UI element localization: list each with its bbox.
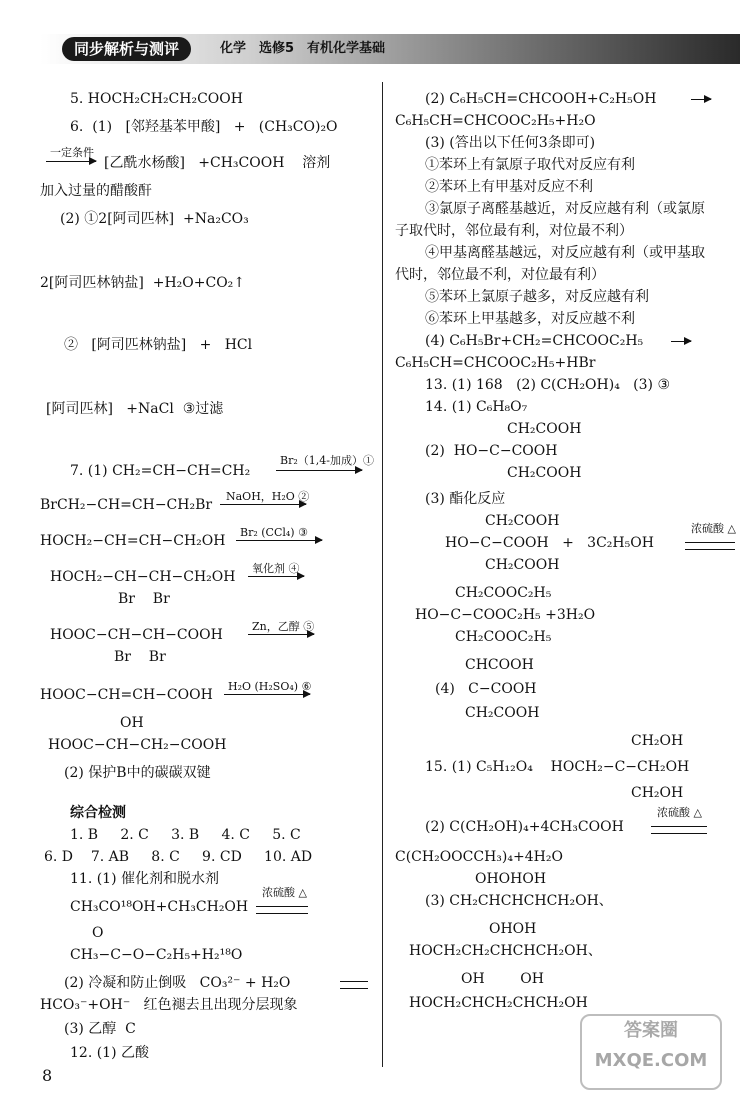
equilibrium-sign [651, 826, 707, 834]
cond-7-4: 氧化剂 ④ [252, 562, 300, 575]
reaction-arrow [224, 694, 310, 695]
ans-12-1: 12. (1) 乙酸 [70, 1045, 149, 1061]
reaction-arrow [236, 540, 322, 541]
cond-7-5: Zn，乙醇 ⑤ [252, 620, 315, 633]
ans-14-4-bottom: CH₂COOH [465, 705, 540, 721]
ans-15-2: (2) C(CH₂OH)₄+4CH₃COOH [425, 819, 624, 835]
ans-14-2-top: CH₂COOH [507, 421, 582, 437]
ans-12-3: (3) (答出以下任何3条即可) [425, 135, 596, 151]
cond-7-6: H₂O (H₂SO₄) ⑥ [228, 680, 312, 693]
ans-7-7: HOOC−CH−CH₂−COOH [48, 737, 227, 753]
ans-11-2: (2) 冷凝和防止倒吸 CO₃²⁻ + H₂O [64, 975, 291, 991]
ans-7-3: HOCH₂−CH=CH−CH₂OH [40, 533, 226, 549]
reaction-arrow [671, 341, 691, 342]
ans-15-3b-oh: OHOH [489, 921, 537, 937]
mc-row-1: 1. B 2. C 3. B 4. C 5. C [70, 827, 301, 843]
cond-11: 浓硫酸 △ [262, 886, 307, 899]
ans-7-4-sub: Br Br [118, 591, 170, 607]
point-6: ⑥苯环上甲基越多，对反应越不利 [425, 311, 635, 327]
section-title: 综合检测 [70, 805, 126, 821]
point-4: ④甲基离醛基越远，对反应越有利（或甲基取 [425, 245, 705, 261]
ans-15-3a: (3) CH₂CHCHCHCH₂OH、 [425, 893, 613, 909]
cond-7-1: Br₂（1,4-加成）① [280, 454, 374, 467]
ans-12-2b: C₆H₅CH=CHCOOC₂H₅+H₂O [395, 113, 596, 129]
ans-14-1: 14. (1) C₆H₈O₇ [425, 399, 528, 415]
reaction-arrow [46, 161, 96, 162]
ans-15-1: 15. (1) C₅H₁₂O₄ HOCH₂−C−CH₂OH [425, 759, 690, 775]
equilibrium-sign [685, 542, 735, 550]
page-number: 8 [42, 1066, 53, 1085]
ans-6-2c: ② [阿司匹林钠盐] + HCl [64, 337, 253, 353]
ans-12-4: (4) C₆H₅Br+CH₂=CHCOOC₂H₅ [425, 333, 644, 349]
ans-11-o: O [92, 925, 104, 941]
book-title: 同步解析与测评 [62, 37, 191, 61]
cond-7-2: NaOH，H₂O ② [226, 490, 310, 503]
watermark-logo: 答案圈 MXQE.COM [580, 1014, 722, 1090]
mc-row-2: 6. D 7. AB 8. C 9. CD 10. AD [44, 849, 313, 865]
ans-14-3-p-bottom: CH₂COOC₂H₅ [455, 629, 552, 645]
ans-15-3c: HOCH₂CHCH₂CHCH₂OH [409, 995, 588, 1011]
point-1: ①苯环上有氯原子取代对反应有利 [425, 157, 635, 173]
ans-7-4: HOCH₂−CH−CH−CH₂OH [50, 569, 236, 585]
equilibrium-sign [340, 981, 368, 989]
ans-14-2-bottom: CH₂COOH [507, 465, 582, 481]
ans-14-3-eq: HO−C−COOH + 3C₂H₅OH [445, 535, 654, 551]
ans-13: 13. (1) 168 (2) C(CH₂OH)₄ (3) ③ [425, 377, 670, 393]
ans-11-eq: CH₃CO¹⁸OH+CH₃CH₂OH [70, 899, 249, 915]
cond-7-3: Br₂ (CCl₄) ③ [240, 526, 308, 539]
ans-6-2b: 2[阿司匹林钠盐] +H₂O+CO₂↑ [40, 275, 246, 291]
ans-7-1: 7. (1) CH₂=CH−CH=CH₂ [70, 463, 251, 479]
ans-14-2: (2) HO−C−COOH [425, 443, 558, 459]
ans-14-3: (3) 酯化反应 [425, 491, 506, 507]
ans-11-product: CH₃−C−O−C₂H₅+H₂¹⁸O [70, 947, 243, 963]
ans-7-2part: (2) 保护B中的碳碳双键 [64, 765, 211, 781]
ans-15-3b: HOCH₂CH₂CHCHCH₂OH、 [409, 943, 602, 959]
column-divider [382, 82, 383, 1067]
point-2: ②苯环上有甲基对反应不利 [425, 179, 593, 195]
equilibrium-sign [256, 906, 308, 914]
reaction-arrow [691, 99, 711, 100]
ans-12-4b: C₆H₅CH=CHCOOC₂H₅+HBr [395, 355, 596, 371]
ans-15-3c-oh: OH OH [461, 971, 544, 987]
cond-15: 浓硫酸 △ [657, 806, 702, 819]
ans-7-5-sub: Br Br [114, 649, 166, 665]
ans-6-note: 加入过量的醋酸酐 [40, 183, 152, 199]
reaction-arrow [220, 504, 306, 505]
ans-15-2b: C(CH₂OOCCH₃)₄+4H₂O [395, 849, 563, 865]
ans-14-4: (4) C−COOH [435, 681, 537, 697]
ans-14-3-top: CH₂COOH [485, 513, 560, 529]
point-3b: 子取代时，邻位最有利，对位最不利） [395, 223, 633, 239]
ans-5: 5. HOCH₂CH₂CH₂COOH [70, 91, 243, 107]
ans-15-top: CH₂OH [631, 733, 684, 749]
ans-11-2b: HCO₃⁻+OH⁻ 红色褪去且出现分层现象 [40, 997, 298, 1013]
cond-6: 一定条件 [50, 146, 94, 159]
book-subtitle: 化学 选修5 有机化学基础 [220, 41, 386, 56]
ans-11-1: 11. (1) 催化剂和脱水剂 [70, 871, 219, 887]
ans-14-3-bottom: CH₂COOH [485, 557, 560, 573]
ans-7-7-oh: OH [120, 715, 144, 731]
ans-14-3-p: HO−C−COOC₂H₅ +3H₂O [415, 607, 596, 623]
reaction-arrow [248, 576, 304, 577]
point-3: ③氯原子离醛基越近，对反应越有利（或氯原 [425, 201, 705, 217]
reaction-arrow [248, 634, 314, 635]
reaction-arrow [276, 470, 362, 471]
ans-14-4-top: CHCOOH [465, 657, 534, 673]
ans-6-1: 6. (1) [邻羟基苯甲酸] + (CH₃CO)₂O [70, 119, 338, 135]
ans-12-2: (2) C₆H₅CH=CHCOOH+C₂H₅OH [425, 91, 657, 107]
ans-7-5: HOOC−CH−CH−COOH [50, 627, 223, 643]
point-4b: 代时，邻位最不利，对位最有利） [395, 267, 605, 283]
ans-7-6: HOOC−CH=CH−COOH [40, 687, 213, 703]
ans-6-product: [乙酰水杨酸] +CH₃COOH 溶剂 [104, 155, 331, 171]
ans-7-2: BrCH₂−CH=CH−CH₂Br [40, 497, 213, 513]
ans-14-3-p-top: CH₂COOC₂H₅ [455, 585, 552, 601]
ans-11-3: (3) 乙醇 C [64, 1021, 136, 1037]
ans-15-bottom: CH₂OH [631, 785, 684, 801]
ans-6-2d: [阿司匹林] +NaCl ③过滤 [46, 401, 224, 417]
ans-6-2: (2) ①2[阿司匹林] +Na₂CO₃ [60, 211, 249, 227]
point-5: ⑤苯环上氯原子越多，对反应越有利 [425, 289, 649, 305]
cond-14: 浓硫酸 △ [691, 522, 736, 535]
header-banner [40, 34, 740, 64]
ans-15-3a-oh: OHOHOH [475, 871, 547, 887]
